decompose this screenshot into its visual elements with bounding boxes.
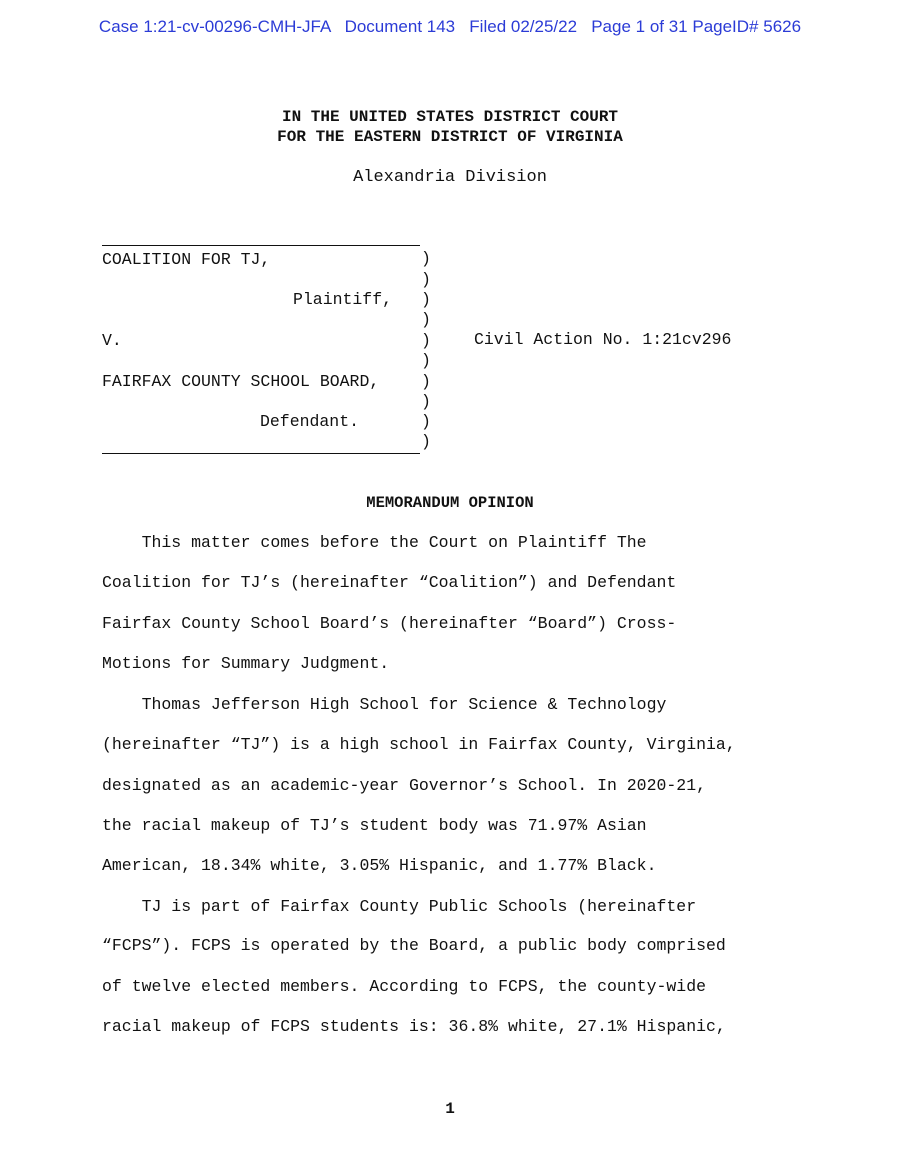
caption-paren: ) bbox=[421, 351, 431, 370]
court-name-line-1: IN THE UNITED STATES DISTRICT COURT bbox=[281, 108, 619, 126]
caption-paren: ) bbox=[421, 270, 431, 289]
caption-paren: ) bbox=[421, 432, 431, 451]
caption-paren: ) bbox=[421, 249, 431, 268]
body-line: Fairfax County School Board’s (hereinafter “Board”) Cross- bbox=[102, 614, 677, 633]
caption-paren: ) bbox=[421, 392, 431, 411]
body-line: “FCPS”). FCPS is operated by the Board, a public body comprised bbox=[102, 936, 726, 955]
caption-bottom-rule bbox=[102, 453, 420, 454]
body-line: Coalition for TJ’s (hereinafter “Coalition”) and Defendant bbox=[102, 573, 677, 592]
division-name: Alexandria Division bbox=[353, 168, 547, 187]
plaintiff-role: Plaintiff, bbox=[293, 290, 393, 309]
versus-label: V. bbox=[102, 331, 122, 350]
page-number: 1 bbox=[445, 1100, 455, 1118]
memorandum-title: MEMORANDUM OPINION bbox=[366, 494, 534, 512]
filing-header-stamp: Case 1:21-cv-00296-CMH-JFA Document 143 Filed 02/25/22 Page 1 of 31 PageID# 5626 bbox=[98, 17, 802, 36]
body-line: This matter comes before the Court on Plaintiff The bbox=[102, 533, 647, 552]
caption-top-rule bbox=[102, 245, 420, 246]
body-line: the racial makeup of TJ’s student body was 71.97% Asian bbox=[102, 816, 647, 835]
body-line: of twelve elected members. According to FCPS, the county-wide bbox=[102, 977, 706, 996]
caption-paren: ) bbox=[421, 372, 431, 391]
defendant-name: FAIRFAX COUNTY SCHOOL BOARD, bbox=[102, 372, 380, 391]
body-line: TJ is part of Fairfax County Public Schools (hereinafter bbox=[102, 897, 697, 916]
body-line: (hereinafter “TJ”) is a high school in Fairfax County, Virginia, bbox=[102, 735, 736, 754]
body-line: designated as an academic-year Governor’s School. In 2020-21, bbox=[102, 776, 706, 795]
caption-paren: ) bbox=[421, 331, 431, 350]
caption-paren: ) bbox=[421, 412, 431, 431]
body-line: Thomas Jefferson High School for Science & Technology bbox=[102, 695, 667, 714]
body-line: American, 18.34% white, 3.05% Hispanic, and 1.77% Black. bbox=[102, 856, 657, 875]
caption-paren: ) bbox=[421, 310, 431, 329]
plaintiff-name: COALITION FOR TJ, bbox=[102, 250, 271, 269]
defendant-role: Defendant. bbox=[260, 412, 360, 431]
civil-action-number: Civil Action No. 1:21cv296 bbox=[474, 330, 732, 349]
body-line: Motions for Summary Judgment. bbox=[102, 654, 390, 673]
caption-paren: ) bbox=[421, 290, 431, 309]
body-line: racial makeup of FCPS students is: 36.8% white, 27.1% Hispanic, bbox=[102, 1017, 726, 1036]
court-name-line-2: FOR THE EASTERN DISTRICT OF VIRGINIA bbox=[277, 128, 623, 146]
